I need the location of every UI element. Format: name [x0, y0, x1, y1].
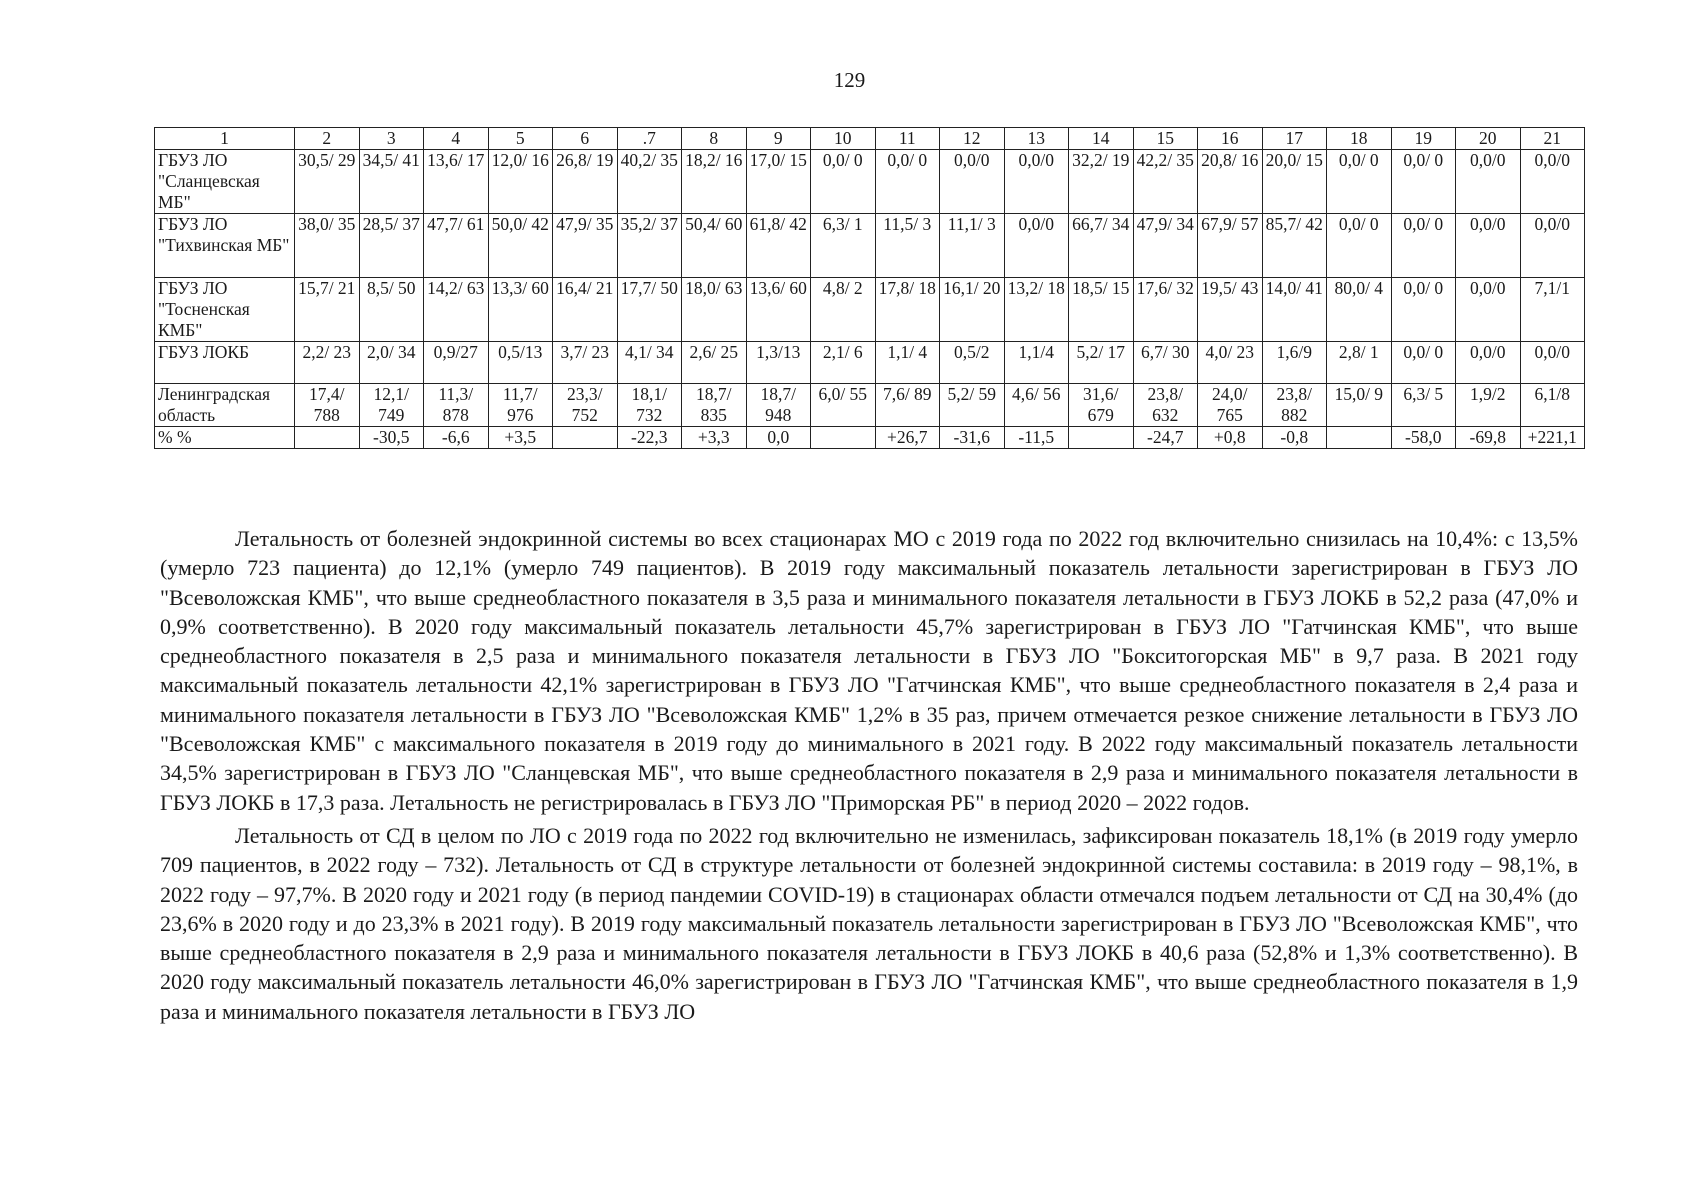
- table-cell: 1,3/13: [746, 342, 811, 384]
- table-cell: 47,7/ 61: [424, 214, 489, 278]
- table-cell: 0,0/0: [1004, 150, 1069, 214]
- table-cell: 13,6/ 17: [424, 150, 489, 214]
- mortality-table: [154, 127, 1585, 449]
- table-cell: 6,3/ 5: [1391, 384, 1456, 427]
- table-cell: 1,9/2: [1456, 384, 1521, 427]
- table-cell: 5,2/ 17: [1069, 342, 1134, 384]
- column-header: 17: [1262, 128, 1327, 150]
- table-cell: +3,3: [682, 427, 747, 449]
- column-header: 1: [155, 128, 295, 150]
- table-row: [155, 384, 1585, 427]
- table-cell: -0,8: [1262, 427, 1327, 449]
- table-cell: 0,0/0: [1456, 342, 1521, 384]
- table-cell: 17,8/ 18: [875, 278, 940, 342]
- table-cell: 4,8/ 2: [811, 278, 876, 342]
- column-header: 21: [1520, 128, 1585, 150]
- table-cell: 0,0/ 0: [1327, 150, 1392, 214]
- table-cell: 1,1/4: [1004, 342, 1069, 384]
- table-cell: 2,2/ 23: [295, 342, 360, 384]
- table-cell: 32,2/ 19: [1069, 150, 1134, 214]
- table-cell: 42,2/ 35: [1133, 150, 1198, 214]
- table-cell: [553, 427, 618, 449]
- paragraph-endocrine-mortality: Летальность от болезней эндокринной системы во всех стационарах МО с 2019 года по 2022 год включительно снизилась на 10,4%: с 13,5% (умерло 723 пациента) до 12,1% (умерло 749 пациентов). В 2019 году максимальный показатель летальности зарегистрирован в ГБУЗ ЛО "Всеволожская КМБ", что выше среднеобластного показателя в 3,5 раза и минимального показателя летальности в ГБУЗ ЛОКБ в 52,2 раза (47,0% и 0,9% соответственно). В 2020 году максимальный показатель летальности 45,7% зарегистрирован в ГБУЗ ЛО "Гатчинская КМБ", что выше среднеобластного показателя в 2,5 раза и минимального показателя летальности в ГБУЗ ЛО "Бокситогорская МБ" в 9,7 раза. В 2021 году максимальный показатель летальности 42,1% зарегистрирован в ГБУЗ ЛО "Гатчинская КМБ", что выше среднеобластного показателя в 2,4 раза и минимального показателя летальности в ГБУЗ ЛО "Всеволожская КМБ" 1,2% в 35 раз, причем отмечается резкое снижение летальности в ГБУЗ ЛО "Всеволожская КМБ" с максимального показателя в 2019 году до минимального в 2021 году. В 2022 году максимальный показатель летальности 34,5% зарегистрирован в ГБУЗ ЛО "Сланцевская МБ", что выше среднеобластного показателя в 2,9 раза и минимального показателя летальности в ГБУЗ ЛОКБ в 17,3 раза. Летальность не регистрировалась в ГБУЗ ЛО "Приморская РБ" в период 2020 – 2022 годов.: [160, 526, 1578, 815]
- column-header: 4: [424, 128, 489, 150]
- column-header: 6: [553, 128, 618, 150]
- table-cell: 47,9/ 35: [553, 214, 618, 278]
- table-cell: 30,5/ 29: [295, 150, 360, 214]
- column-header: 15: [1133, 128, 1198, 150]
- table-cell: 38,0/ 35: [295, 214, 360, 278]
- row-label: ГБУЗ ЛО "Тосненская КМБ": [155, 278, 295, 342]
- table-cell: -58,0: [1391, 427, 1456, 449]
- table-cell: +0,8: [1198, 427, 1263, 449]
- table-cell: 1,1/ 4: [875, 342, 940, 384]
- table-cell: 11,3/ 878: [424, 384, 489, 427]
- table-cell: 15,0/ 9: [1327, 384, 1392, 427]
- table-cell: 26,8/ 19: [553, 150, 618, 214]
- table-cell: 19,5/ 43: [1198, 278, 1263, 342]
- table-cell: 50,0/ 42: [488, 214, 553, 278]
- table-header-row: [155, 128, 1585, 150]
- table-cell: 0,0/0: [1520, 150, 1585, 214]
- table-cell: 18,1/ 732: [617, 384, 682, 427]
- table-row: [155, 150, 1585, 214]
- table-cell: 13,2/ 18: [1004, 278, 1069, 342]
- table-cell: 0,0/0: [1456, 278, 1521, 342]
- table-cell: 7,6/ 89: [875, 384, 940, 427]
- row-label: ГБУЗ ЛО "Тихвинская МБ": [155, 214, 295, 278]
- table-cell: 17,6/ 32: [1133, 278, 1198, 342]
- table-cell: 0,0: [746, 427, 811, 449]
- column-header: 14: [1069, 128, 1134, 150]
- table-body: [155, 150, 1585, 449]
- table-cell: 14,0/ 41: [1262, 278, 1327, 342]
- table-cell: 50,4/ 60: [682, 214, 747, 278]
- page-number: 129: [833, 68, 866, 92]
- table-cell: 12,0/ 16: [488, 150, 553, 214]
- table-cell: 17,7/ 50: [617, 278, 682, 342]
- table-cell: 0,0/0: [1004, 214, 1069, 278]
- column-header: .7: [617, 128, 682, 150]
- table-cell: 6,1/8: [1520, 384, 1585, 427]
- table-cell: -6,6: [424, 427, 489, 449]
- table-cell: 18,0/ 63: [682, 278, 747, 342]
- table-cell: 0,0/0: [1520, 342, 1585, 384]
- table-cell: 16,4/ 21: [553, 278, 618, 342]
- column-header: 12: [940, 128, 1005, 150]
- table-row: [155, 214, 1585, 278]
- column-header: 8: [682, 128, 747, 150]
- row-label: ГБУЗ ЛО "Сланцевская МБ": [155, 150, 295, 214]
- table-cell: +26,7: [875, 427, 940, 449]
- table-cell: 2,1/ 6: [811, 342, 876, 384]
- table-cell: 13,3/ 60: [488, 278, 553, 342]
- row-label: % %: [155, 427, 295, 449]
- table-cell: 23,8/ 882: [1262, 384, 1327, 427]
- table-cell: -31,6: [940, 427, 1005, 449]
- column-header: 2: [295, 128, 360, 150]
- table-cell: 0,0/ 0: [1391, 150, 1456, 214]
- table-cell: 14,2/ 63: [424, 278, 489, 342]
- table-cell: +3,5: [488, 427, 553, 449]
- table-cell: 61,8/ 42: [746, 214, 811, 278]
- table-cell: 4,0/ 23: [1198, 342, 1263, 384]
- column-header: 20: [1456, 128, 1521, 150]
- column-header: 3: [359, 128, 424, 150]
- table-cell: 0,0/ 0: [875, 150, 940, 214]
- table-cell: 28,5/ 37: [359, 214, 424, 278]
- column-header: 5: [488, 128, 553, 150]
- table-cell: 0,0/0: [1456, 150, 1521, 214]
- table-cell: 0,5/2: [940, 342, 1005, 384]
- row-label: ГБУЗ ЛОКБ: [155, 342, 295, 384]
- table-cell: 20,8/ 16: [1198, 150, 1263, 214]
- table-cell: [295, 427, 360, 449]
- table-cell: 66,7/ 34: [1069, 214, 1134, 278]
- table-cell: 1,6/9: [1262, 342, 1327, 384]
- table-cell: 17,4/ 788: [295, 384, 360, 427]
- table-cell: 40,2/ 35: [617, 150, 682, 214]
- table-cell: 24,0/ 765: [1198, 384, 1263, 427]
- table-cell: 12,1/ 749: [359, 384, 424, 427]
- table-cell: 4,6/ 56: [1004, 384, 1069, 427]
- table-cell: 0,5/13: [488, 342, 553, 384]
- row-label: Ленинградская область: [155, 384, 295, 427]
- table-cell: -11,5: [1004, 427, 1069, 449]
- column-header: 13: [1004, 128, 1069, 150]
- table-cell: 0,0/0: [1456, 214, 1521, 278]
- table-cell: +221,1: [1520, 427, 1585, 449]
- table-cell: 0,9/27: [424, 342, 489, 384]
- table-cell: 23,8/ 632: [1133, 384, 1198, 427]
- table-cell: 47,9/ 34: [1133, 214, 1198, 278]
- table-row: [155, 342, 1585, 384]
- column-header: 10: [811, 128, 876, 150]
- table-cell: 67,9/ 57: [1198, 214, 1263, 278]
- table-cell: 18,5/ 15: [1069, 278, 1134, 342]
- column-header: 19: [1391, 128, 1456, 150]
- table-cell: 4,1/ 34: [617, 342, 682, 384]
- body-text: [160, 524, 1578, 1030]
- table-cell: 13,6/ 60: [746, 278, 811, 342]
- table-cell: [1069, 427, 1134, 449]
- table-cell: 2,8/ 1: [1327, 342, 1392, 384]
- table-cell: 0,0/ 0: [811, 150, 876, 214]
- table-cell: 15,7/ 21: [295, 278, 360, 342]
- table-cell: 80,0/ 4: [1327, 278, 1392, 342]
- table-cell: 20,0/ 15: [1262, 150, 1327, 214]
- column-header: 16: [1198, 128, 1263, 150]
- table-cell: -22,3: [617, 427, 682, 449]
- table-cell: 8,5/ 50: [359, 278, 424, 342]
- table-cell: 2,6/ 25: [682, 342, 747, 384]
- table-cell: 0,0/ 0: [1391, 278, 1456, 342]
- table-cell: 18,2/ 16: [682, 150, 747, 214]
- table-cell: 2,0/ 34: [359, 342, 424, 384]
- table-cell: 34,5/ 41: [359, 150, 424, 214]
- table-cell: 31,6/ 679: [1069, 384, 1134, 427]
- table-cell: 18,7/ 948: [746, 384, 811, 427]
- table-cell: 11,7/ 976: [488, 384, 553, 427]
- table-row: [155, 427, 1585, 449]
- table-cell: 11,5/ 3: [875, 214, 940, 278]
- table-cell: 3,7/ 23: [553, 342, 618, 384]
- table-cell: 17,0/ 15: [746, 150, 811, 214]
- column-header: 18: [1327, 128, 1392, 150]
- table-cell: 0,0/0: [940, 150, 1005, 214]
- paragraph-diabetes-mortality: Летальность от СД в целом по ЛО с 2019 года по 2022 год включительно не изменилась, зафиксирован показатель 18,1% (в 2019 году умерло 709 пациентов, в 2022 году – 732). Летальность от СД в структуре летальности от болезней эндокринной системы составила: в 2019 году – 98,1%, в 2022 году – 97,7%. В 2020 году и 2021 году (в период пандемии COVID-19) в стационарах области отмечался подъем летальности от СД на 30,4% (до 23,6% в 2020 году и до 23,3% в 2021 году). В 2019 году максимальный показатель летальности зарегистрирован в ГБУЗ ЛО "Всеволожская КМБ", что выше среднеобластного показателя в 2,9 раза и минимального показателя летальности в ГБУЗ ЛОКБ в 40,6 раза (52,8% и 1,3% соответственно). В 2020 году максимальный показатель летальности 46,0% зарегистрирован в ГБУЗ ЛО "Гатчинская КМБ", что выше среднеобластного показателя в 1,9 раза и минимального показателя летальности в ГБУЗ ЛО: [160, 822, 1578, 1024]
- table-cell: 0,0/0: [1520, 214, 1585, 278]
- table-cell: 0,0/ 0: [1327, 214, 1392, 278]
- table-cell: 11,1/ 3: [940, 214, 1005, 278]
- table-cell: 0,0/ 0: [1391, 342, 1456, 384]
- table-cell: 6,0/ 55: [811, 384, 876, 427]
- table-cell: 6,7/ 30: [1133, 342, 1198, 384]
- table-cell: [1327, 427, 1392, 449]
- table-cell: -69,8: [1456, 427, 1521, 449]
- table-cell: -30,5: [359, 427, 424, 449]
- table-cell: 85,7/ 42: [1262, 214, 1327, 278]
- table-cell: 35,2/ 37: [617, 214, 682, 278]
- table-cell: [811, 427, 876, 449]
- table-cell: 18,7/ 835: [682, 384, 747, 427]
- table-cell: -24,7: [1133, 427, 1198, 449]
- table-cell: 0,0/ 0: [1391, 214, 1456, 278]
- table-cell: 6,3/ 1: [811, 214, 876, 278]
- table-row: [155, 278, 1585, 342]
- table-cell: 23,3/ 752: [553, 384, 618, 427]
- table-cell: 7,1/1: [1520, 278, 1585, 342]
- column-header: 9: [746, 128, 811, 150]
- table-cell: 5,2/ 59: [940, 384, 1005, 427]
- table-cell: 16,1/ 20: [940, 278, 1005, 342]
- column-header: 11: [875, 128, 940, 150]
